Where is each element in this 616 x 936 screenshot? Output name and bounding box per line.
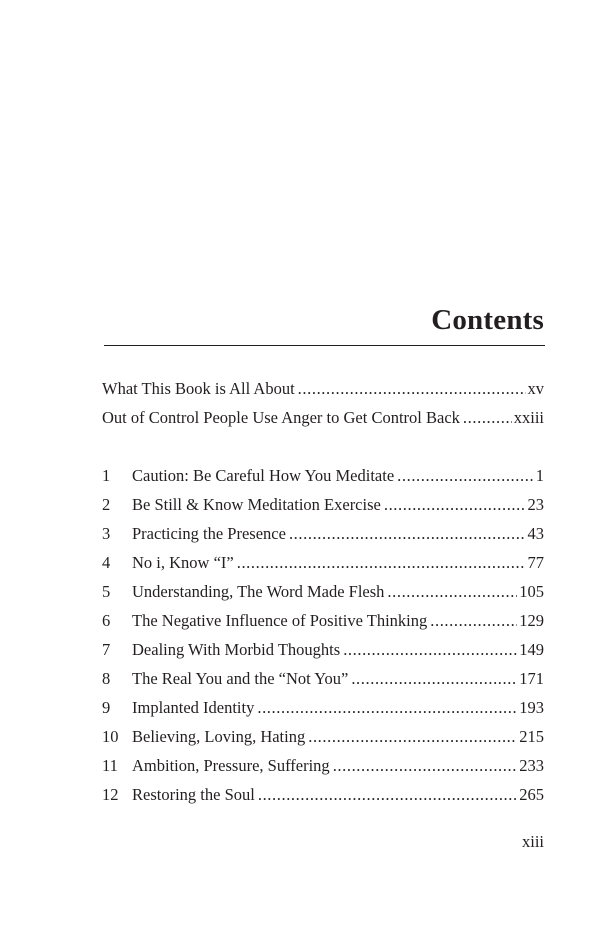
- chapter-page: 1: [535, 466, 544, 485]
- page-title: Contents: [431, 304, 544, 336]
- chapter-number: 7: [102, 640, 111, 659]
- chapter-page: 215: [519, 727, 544, 746]
- dot-leader: [384, 494, 526, 516]
- dot-leader: [397, 465, 534, 487]
- toc-entry-chapter[interactable]: [102, 494, 544, 516]
- chapter-page: 265: [519, 785, 544, 804]
- chapter-page: 233: [519, 756, 544, 775]
- chapter-title: Practicing the Presence: [132, 524, 286, 543]
- dot-leader: [298, 378, 526, 400]
- title-rule: [104, 345, 545, 346]
- chapter-number: 3: [102, 524, 111, 543]
- toc-entry-chapter[interactable]: [102, 552, 544, 574]
- chapter-page: 77: [527, 553, 544, 572]
- toc-entry-front-matter[interactable]: [102, 378, 544, 400]
- toc-entry-page: xxiii: [513, 408, 544, 427]
- dot-leader: [289, 523, 526, 545]
- chapter-page: 23: [527, 495, 544, 514]
- toc-entry-chapter[interactable]: [102, 697, 544, 719]
- chapter-number: 6: [102, 611, 111, 630]
- toc-entry-chapter[interactable]: [102, 610, 544, 632]
- dot-leader: [430, 610, 517, 632]
- toc-entry-chapter[interactable]: [102, 784, 544, 806]
- dot-leader: [463, 407, 512, 429]
- chapter-number: 2: [102, 495, 111, 514]
- toc-entry-chapter[interactable]: [102, 668, 544, 690]
- chapter-page: 149: [519, 640, 544, 659]
- chapter-title: Dealing With Morbid Thoughts: [132, 640, 341, 659]
- chapter-number: 10: [102, 727, 119, 746]
- toc-entry-title: What This Book is All About: [102, 379, 295, 398]
- dot-leader: [343, 639, 517, 661]
- toc-entry-chapter[interactable]: [102, 755, 544, 777]
- chapter-title: Caution: Be Careful How You Meditate: [132, 466, 395, 485]
- chapter-number: 12: [102, 785, 119, 804]
- toc-entry-title: Out of Control People Use Anger to Get Control Back: [102, 408, 460, 427]
- chapter-page: 105: [519, 582, 544, 601]
- dot-leader: [351, 668, 517, 690]
- chapter-title: Be Still & Know Meditation Exercise: [132, 495, 381, 514]
- chapter-page: 129: [519, 611, 544, 630]
- chapter-number: 9: [102, 698, 111, 717]
- toc-entry-page: xv: [527, 379, 544, 398]
- toc-entry-chapter[interactable]: [102, 639, 544, 661]
- page-number: xiii: [521, 832, 544, 851]
- toc-entry-chapter[interactable]: [102, 726, 544, 748]
- chapter-page: 43: [527, 524, 544, 543]
- chapter-number: 11: [102, 756, 118, 775]
- chapter-title: Implanted Identity: [132, 698, 255, 717]
- chapter-number: 1: [102, 466, 111, 485]
- dot-leader: [387, 581, 517, 603]
- toc-entry-front-matter[interactable]: [102, 407, 544, 429]
- dot-leader: [308, 726, 517, 748]
- dot-leader: [237, 552, 526, 574]
- chapter-number: 4: [102, 553, 111, 572]
- chapter-number: 5: [102, 582, 111, 601]
- dot-leader: [257, 697, 517, 719]
- chapter-title: The Negative Influence of Positive Thinking: [132, 611, 428, 630]
- toc-entry-chapter[interactable]: [102, 523, 544, 545]
- chapter-title: No i, Know “I”: [132, 553, 234, 572]
- chapter-title: The Real You and the “Not You”: [132, 669, 349, 688]
- chapter-page: 171: [519, 669, 544, 688]
- toc-entry-chapter[interactable]: [102, 465, 544, 487]
- chapter-number: 8: [102, 669, 111, 688]
- dot-leader: [333, 755, 518, 777]
- chapter-title: Believing, Loving, Hating: [132, 727, 306, 746]
- chapter-page: 193: [519, 698, 544, 717]
- chapter-title: Understanding, The Word Made Flesh: [132, 582, 385, 601]
- chapter-title: Ambition, Pressure, Suffering: [132, 756, 330, 775]
- dot-leader: [258, 784, 517, 806]
- chapter-title: Restoring the Soul: [132, 785, 255, 804]
- toc-entry-chapter[interactable]: [102, 581, 544, 603]
